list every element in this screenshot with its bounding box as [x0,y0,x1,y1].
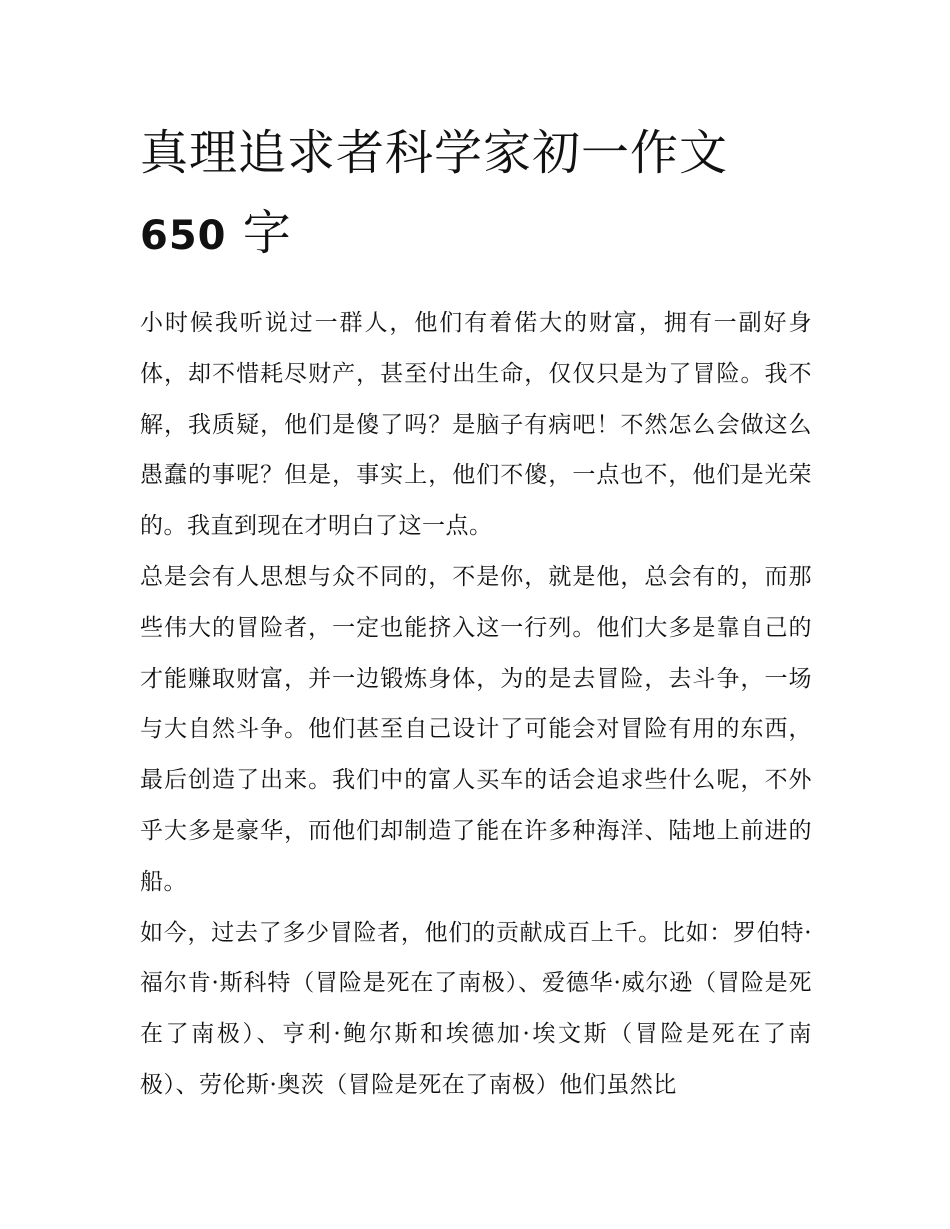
title-text: 真理追求者科学家初一作文 [140,125,729,181]
document-title [140,113,812,276]
paragraph-1: 小时候我听说过一群人，他们有着偌大的财富，拥有一副好身体，却不惜耗尽财产，甚至付出生命，仅仅只是为了冒险。我不解，我质疑，他们是傻了吗？是脑子有病吧！不然怎么会做这么愚蠢的事呢？但是，事实上，他们不傻，一点也不，他们是光荣的。我直到现在才明白了这一点。 [140,310,812,540]
paragraph-3: 如今，过去了多少冒险者，他们的贡献成百上千。比如：罗伯特·福尔肯·斯科特（冒险是死在了南极）、爱德华·威尔逊（冒险是死在了南极）、亨利·鲍尔斯和埃德加·埃文斯（冒险是死在了南极）、劳伦斯·奥茨（冒险是死在了南极）他们虽然比 [140,919,812,1098]
document-body [140,298,812,1111]
document-page [140,113,812,1111]
title-unit: 字 [242,205,292,261]
paragraph-2: 总是会有人思想与众不同的，不是你，就是他，总会有的，而那些伟大的冒险者，一定也能挤入这一行列。他们大多是靠自己的才能赚取财富，并一边锻炼身体，为的是去冒险，去斗争，一场与大自然斗争。他们甚至自己设计了可能会对冒险有用的东西，最后创造了出来。我们中的富人买车的话会追求些什么呢，不外乎大多是豪华，而他们却制造了能在许多种海洋、陆地上前进的船。 [140,563,812,895]
title-number: 650 [140,213,227,259]
